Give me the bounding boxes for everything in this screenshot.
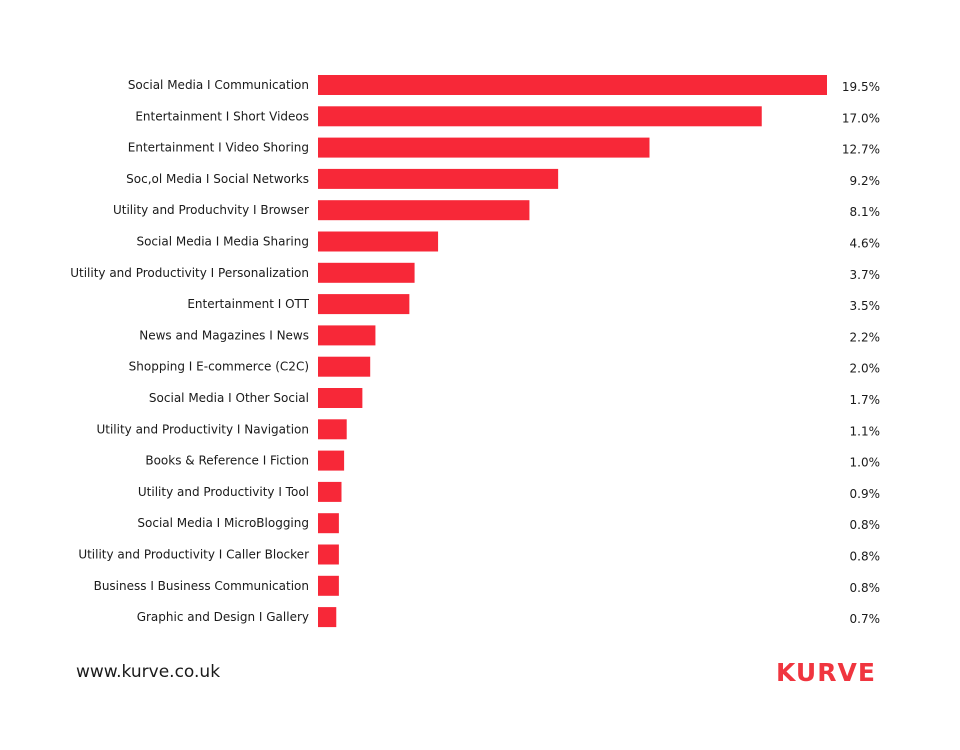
bar-1 (318, 75, 827, 95)
category-label: Business I Business Communication (93, 578, 309, 593)
value-label: 9.2% (849, 173, 880, 188)
bar-6 (318, 232, 438, 252)
value-label: 2.0% (849, 361, 880, 376)
bar-5 (318, 200, 529, 220)
bar-13 (318, 451, 344, 471)
bar-4 (318, 169, 558, 189)
value-label: 4.6% (849, 236, 880, 251)
bar-8 (318, 294, 409, 314)
bar-10 (318, 357, 370, 377)
value-label: 0.8% (849, 518, 880, 533)
value-label: 19.5% (841, 80, 880, 94)
bar-2 (318, 106, 762, 126)
category-label: Social Media I Other Social (148, 391, 309, 405)
value-label: 0.8% (849, 549, 880, 564)
category-label: Social Media I Media Sharing (136, 234, 309, 249)
value-label: 1.1% (849, 424, 880, 439)
category-label: Shopping I E-commerce (C2C) (128, 359, 309, 374)
category-label: Books & Reference I Fiction (145, 453, 309, 468)
category-label: Social Media I MicroBlogging (137, 516, 309, 531)
category-label: Soc,ol Media I Social Networks (126, 171, 309, 186)
category-label: Utility and Productivity I Personalization (70, 265, 309, 280)
value-label: 2.2% (849, 330, 880, 345)
bar-9 (318, 325, 375, 345)
category-label: Utility and Productivity I Caller Blocker (78, 547, 309, 562)
value-label: 0.8% (849, 580, 880, 595)
category-label: Utility and Productivity I Navigation (96, 422, 309, 437)
website-url: www.kurve.co.uk (76, 662, 221, 682)
category-label: News and Magazines I News (139, 328, 309, 343)
category-label: Graphic and Design I Gallery (136, 610, 309, 625)
category-label: Utility and Produchvity I Browser (112, 203, 309, 218)
bar-15 (318, 513, 339, 533)
value-label: 12.7% (841, 142, 880, 157)
value-label: 0.9% (849, 486, 880, 501)
value-label: 17.0% (841, 111, 880, 126)
category-label: Utility and Productivity I Tool (137, 484, 309, 499)
bar-12 (318, 419, 347, 439)
value-label: 0.7% (849, 612, 880, 627)
value-label: 8.1% (849, 205, 880, 220)
value-label: 3.7% (849, 267, 880, 282)
kurve-logo: KURVE (776, 658, 876, 687)
value-label: 3.5% (849, 299, 880, 314)
value-label: 1.7% (849, 393, 880, 407)
bar-11 (318, 388, 362, 408)
category-label: Entertainment I Short Videos (135, 109, 309, 124)
bar-3 (318, 138, 650, 158)
bar-14 (318, 482, 341, 502)
value-label: 1.0% (849, 455, 880, 470)
category-label: Entertainment I Video Shoring (127, 140, 309, 155)
category-label: Social Media I Communication (127, 78, 309, 92)
bar-16 (318, 545, 339, 565)
bar-7 (318, 263, 415, 283)
bar-17 (318, 576, 339, 596)
bar-18 (318, 607, 336, 627)
category-label: Entertainment I OTT (187, 297, 309, 312)
